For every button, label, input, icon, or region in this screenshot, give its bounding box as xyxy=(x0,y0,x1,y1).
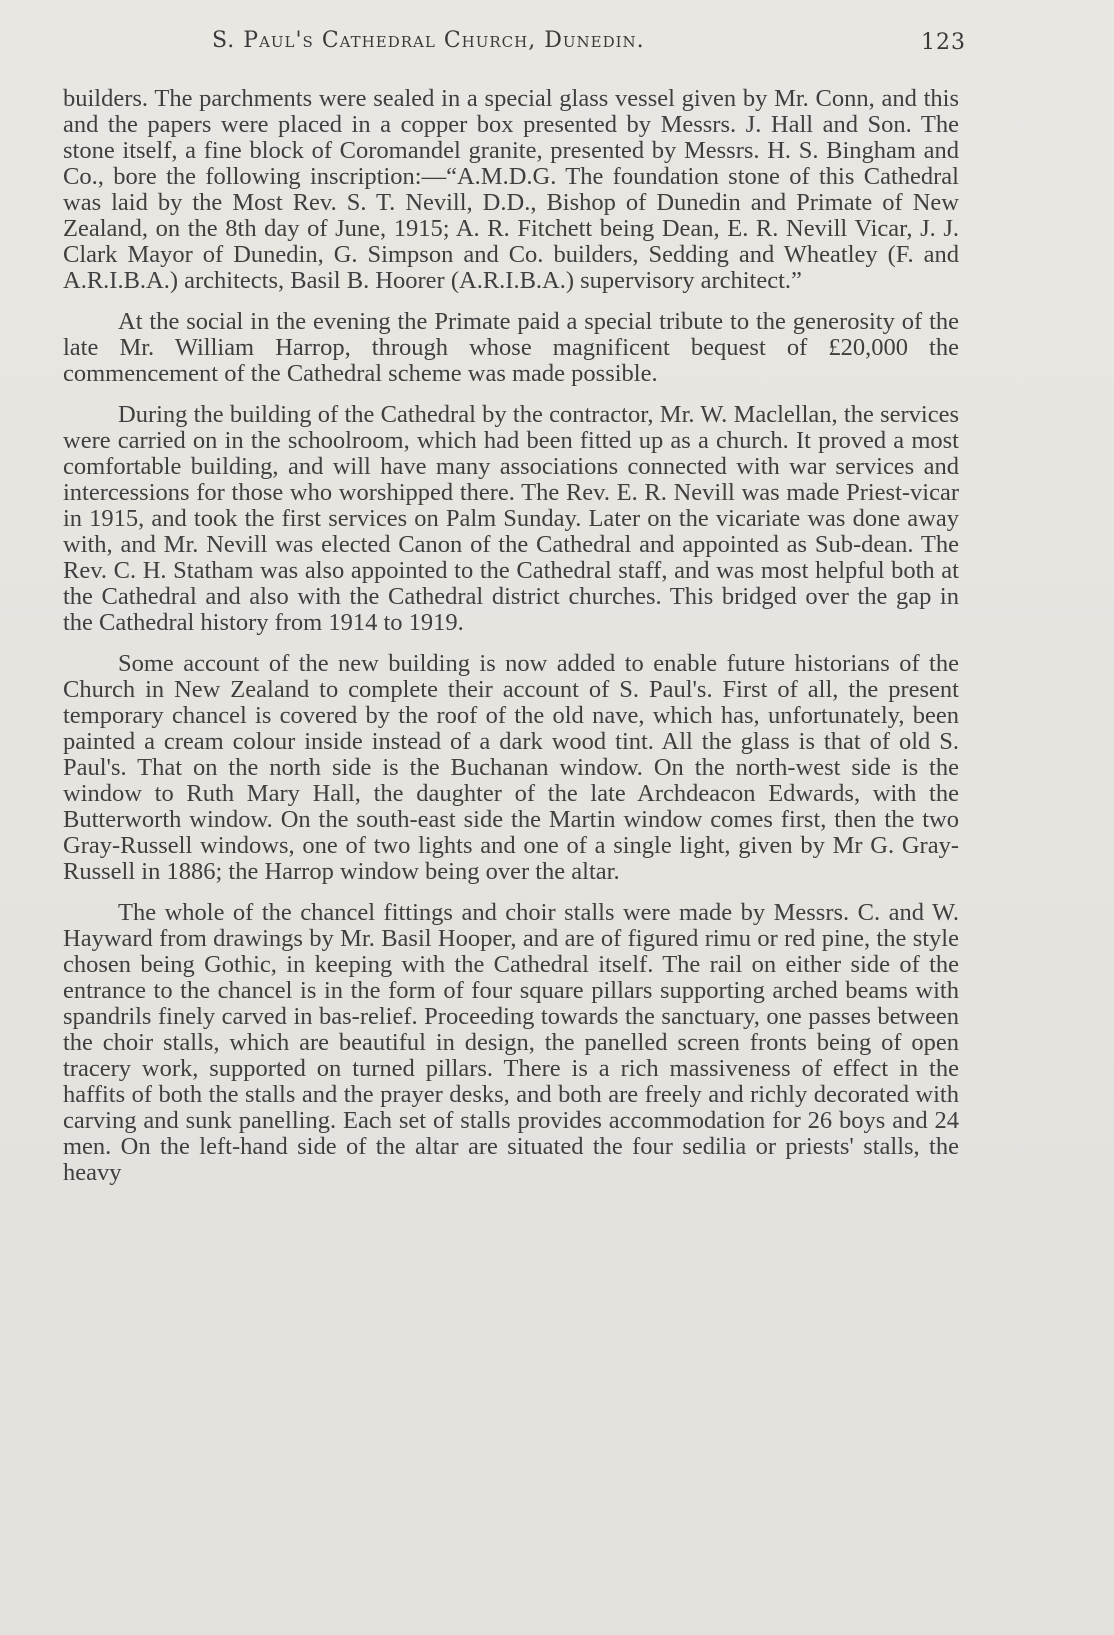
paragraph-continued: builders. The parchments were sealed in a special glass vessel given by Mr. Conn, and this and the papers were placed in a copper box presented by Messrs. J. Hall and Son. The stone itself, a fine block of Coromandel granite, presented by Messrs. H. S. Bingham and Co., bore the following inscription:—“A.M.D.G. The foundation stone of this Cathedral was laid by the Most Rev. S. T. Nevill, D.D., Bishop of Dunedin and Primate of New Zealand, on the 8th day of June, 1915; A. R. Fitchett being Dean, E. R. Nevill Vicar, J. J. Clark Mayor of Dunedin, G. Simpson and Co. builders, Sedding and Wheatley (F. and A.R.I.B.A.) architects, Basil B. Hoorer (A.R.I.B.A.) supervisory architect.” xyxy=(63,85,959,294)
page-number: 123 xyxy=(921,30,966,55)
paragraph-chancel-fittings: The whole of the chancel fittings and choir stalls were made by Messrs. C. and W. Hayward from drawings by Mr. Basil Hooper, and are of figured rimu or red pine, the style chosen being Gothic, in keeping with the Cathedral itself. The rail on either side of the entrance to the chancel is in the form of four square pillars supporting arched beams with spandrils finely carved in bas-relief. Proceeding towards the sanctuary, one passes between the choir stalls, which are beautiful in design, the panelled screen fronts being of open tracery work, supported on turned pillars. There is a rich massiveness of effect in the haffits of both the stalls and the prayer desks, and both are freely and richly decorated with carving and sunk panelling. Each set of stalls provides accommodation for 26 boys and 24 men. On the left-hand side of the altar are situated the four sedilia or priests' stalls, the heavy xyxy=(63,899,959,1186)
running-head xyxy=(60,28,970,64)
paragraph-building-services: During the building of the Cathedral by the contractor, Mr. W. Maclellan, the services were carried on in the schoolroom, which had been fitted up as a church. It proved a most comfortable building, and will have many associations connected with war services and intercessions for those who worshipped there. The Rev. E. R. Nevill was made Priest-vicar in 1915, and took the first services on Palm Sunday. Later on the vicariate was done away with, and Mr. Nevill was elected Canon of the Cathedral and appointed as Sub-dean. The Rev. C. H. Statham was also appointed to the Cathedral staff, and was most helpful both at the Cathedral and also with the Cathedral district churches. This bridged over the gap in the Cathedral history from 1914 to 1919. xyxy=(63,401,959,636)
paragraph-social-evening: At the social in the evening the Primate paid a special tribute to the generosity of the late Mr. William Harrop, through whose magnificent bequest of £20,000 the commencement of the Cathedral scheme was made possible. xyxy=(63,308,959,387)
running-title: S. Paul's Cathedral Church, Dunedin. xyxy=(212,28,645,53)
body-text xyxy=(63,86,959,1201)
paragraph-new-building-account: Some account of the new building is now added to enable future historians of the Church in New Zealand to complete their account of S. Paul's. First of all, the present temporary chancel is covered by the roof of the old nave, which has, unfortunately, been painted a cream colour inside instead of a dark wood tint. All the glass is that of old S. Paul's. That on the north side is the Buchanan window. On the north-west side is the window to Ruth Mary Hall, the daughter of the late Archdeacon Edwards, with the Butterworth window. On the south-east side the Martin window comes first, then the two Gray-Russell windows, one of two lights and one of a single light, given by Mr G. Gray-Russell in 1886; the Harrop window being over the altar. xyxy=(63,650,959,885)
